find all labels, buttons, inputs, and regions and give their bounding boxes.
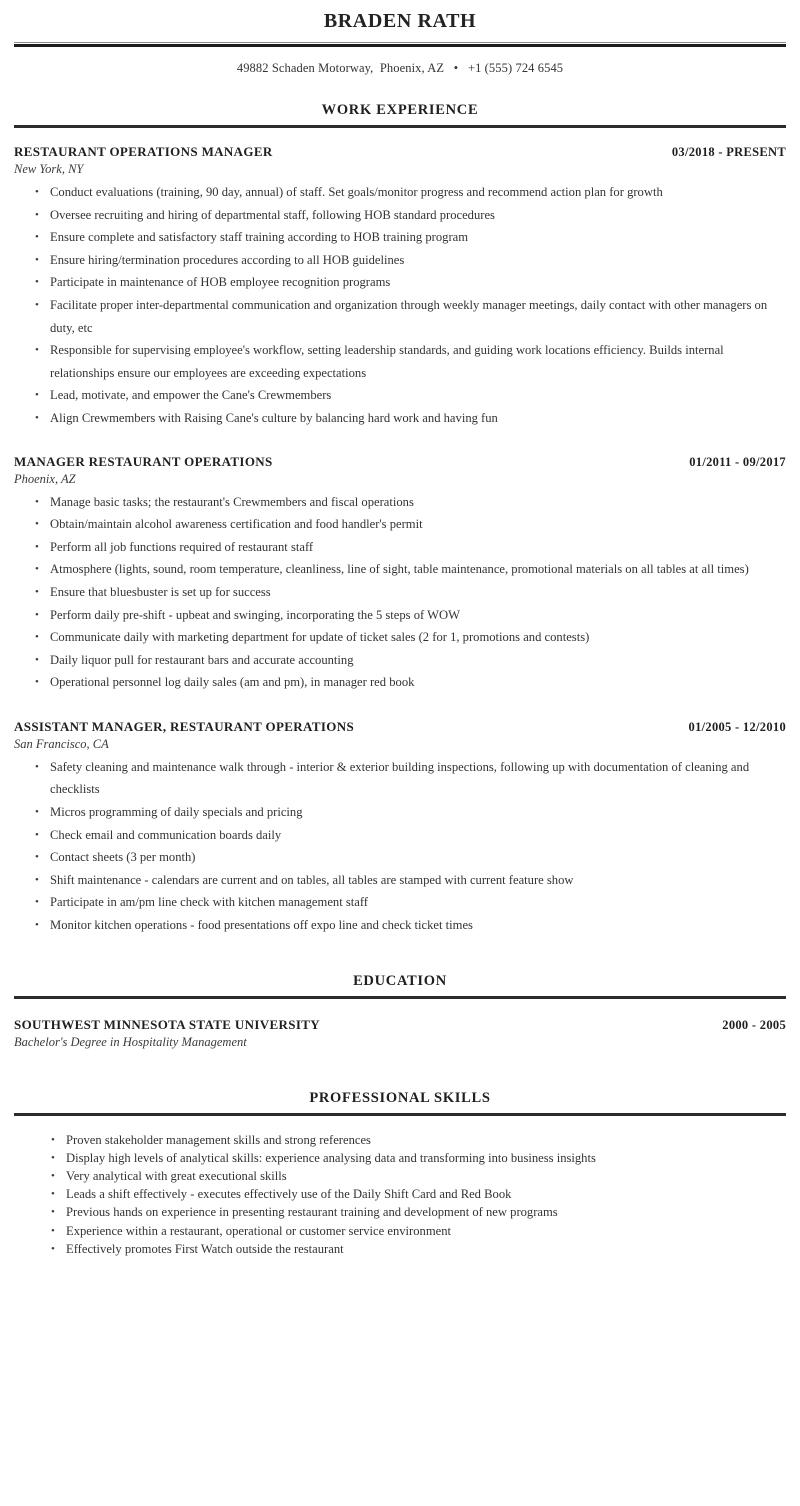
job-bullet: • Responsible for supervising employee's workflow, setting leadership standards, and guiding work locations efficiency. Builds internal relationships ensure our employees are exceeding expectations [14,339,786,384]
job-bullet: • Ensure complete and satisfactory staff training according to HOB training program [14,226,786,249]
job-bullet: • Ensure hiring/termination procedures according to all HOB guidelines [14,249,786,272]
education-entry-header [14,1017,786,1033]
header-rule-thick [14,44,786,47]
job-bullet-list [14,181,786,430]
skill-bullet: • Effectively promotes First Watch outside the restaurant [14,1240,786,1258]
skill-bullet: • Proven stakeholder management skills and strong references [14,1131,786,1149]
skills-wrapper [14,1131,786,1258]
work-entry [14,454,786,694]
job-bullet: • Check email and communication boards daily [14,824,786,847]
section-education [14,973,786,1050]
job-bullet: • Operational personnel log daily sales (am and pm), in manager red book [14,671,786,694]
section-professional-skills [14,1090,786,1258]
work-entry-header [14,454,786,470]
job-bullet: • Communicate daily with marketing department for update of ticket sales (2 for 1, promotions and contests) [14,626,786,649]
job-date: 01/2011 - 09/2017 [689,454,786,469]
section-rule-work [14,125,786,128]
job-bullet: • Obtain/maintain alcohol awareness certification and food handler's permit [14,513,786,536]
work-entry-header [14,144,786,160]
spacer-before-education [14,937,786,973]
skill-bullet: • Experience within a restaurant, operational or customer service environment [14,1222,786,1240]
education-date: 2000 - 2005 [722,1017,786,1032]
section-work-experience [14,102,786,937]
job-bullet: • Participate in am/pm line check with kitchen management staff [14,891,786,914]
job-bullet: • Perform all job functions required of restaurant staff [14,536,786,559]
section-title-work: WORK EXPERIENCE [321,102,479,118]
spacer-before-skills [14,1050,786,1090]
job-bullet: • Safety cleaning and maintenance walk through - interior & exterior building inspections, following up with documentation of cleaning and checklists [14,756,786,801]
job-bullet: • Ensure that bluesbuster is set up for success [14,581,786,604]
job-date: 01/2005 - 12/2010 [688,719,786,734]
job-bullet: • Atmosphere (lights, sound, room temperature, cleanliness, line of sight, table maintenance, promotional materials on all tables at all times) [14,558,786,581]
section-title-skills: PROFESSIONAL SKILLS [309,1089,491,1106]
resume-header [14,0,786,33]
job-location: Phoenix, AZ [14,471,76,486]
job-date: 03/2018 - PRESENT [671,145,786,159]
work-entry [14,144,786,430]
skill-bullet: • Very analytical with great executional skills [14,1167,786,1185]
school-name: SOUTHWEST MINNESOTA STATE UNIVERSITY [14,1016,321,1032]
skill-bullet: • Leads a shift effectively - executes effectively use of the Daily Shift Card and Red Book [14,1185,786,1203]
job-bullet: • Oversee recruiting and hiring of departmental staff, following HOB standard procedures [14,204,786,227]
skill-bullet: • Display high levels of analytical skills: experience analysing data and transforming into business insights [14,1149,786,1167]
job-location: New York, NY [14,162,84,176]
job-bullet-list [14,491,786,694]
section-rule-skills [14,1113,786,1116]
spacer-before-work [14,76,786,102]
education-entry [14,1017,786,1050]
job-bullet: • Conduct evaluations (training, 90 day, annual) of staff. Set goals/monitor progress and recommend action plan for growth [14,181,786,204]
job-bullet: • Daily liquor pull for restaurant bars and accurate accounting [14,649,786,672]
skills-bullet-list [14,1131,786,1258]
job-bullet-list [14,756,786,937]
degree-name: Bachelor's Degree in Hospitality Management [14,1034,247,1049]
job-bullet: • Shift maintenance - calendars are current and on tables, all tables are stamped with current feature show [14,869,786,892]
job-title: MANAGER RESTAURANT OPERATIONS [14,453,273,469]
contact-line: 49882 Schaden Motorway, Phoenix, AZ • +1 (555) 724 6545 [236,61,564,75]
job-bullet: • Facilitate proper inter-departmental communication and organization through weekly manager meetings, daily contact with other managers on duty, etc [14,294,786,339]
job-bullet: • Manage basic tasks; the restaurant's Crewmembers and fiscal operations [14,491,786,514]
job-bullet: • Participate in maintenance of HOB employee recognition programs [14,271,786,294]
job-bullet: • Monitor kitchen operations - food presentations off expo line and check ticket times [14,914,786,937]
job-title: ASSISTANT MANAGER, RESTAURANT OPERATIONS [14,718,355,734]
section-title-education: EDUCATION [353,972,447,989]
header-double-rule [14,42,786,48]
work-entry-header [14,719,786,735]
header-rule-thin [14,42,786,43]
job-location: San Francisco, CA [14,736,109,751]
job-bullet: • Lead, motivate, and empower the Cane's Crewmembers [14,384,786,407]
skill-bullet: • Previous hands on experience in presenting restaurant training and development of new programs [14,1203,786,1221]
work-entry [14,719,786,937]
job-bullet: • Contact sheets (3 per month) [14,846,786,869]
job-bullet: • Micros programming of daily specials and pricing [14,801,786,824]
job-bullet: • Perform daily pre-shift - upbeat and swinging, incorporating the 5 steps of WOW [14,604,786,627]
job-bullet: • Align Crewmembers with Raising Cane's culture by balancing hard work and having fun [14,407,786,430]
section-rule-education [14,996,786,999]
job-title: RESTAURANT OPERATIONS MANAGER [14,144,273,159]
candidate-name: BRADEN RATH [323,10,477,32]
